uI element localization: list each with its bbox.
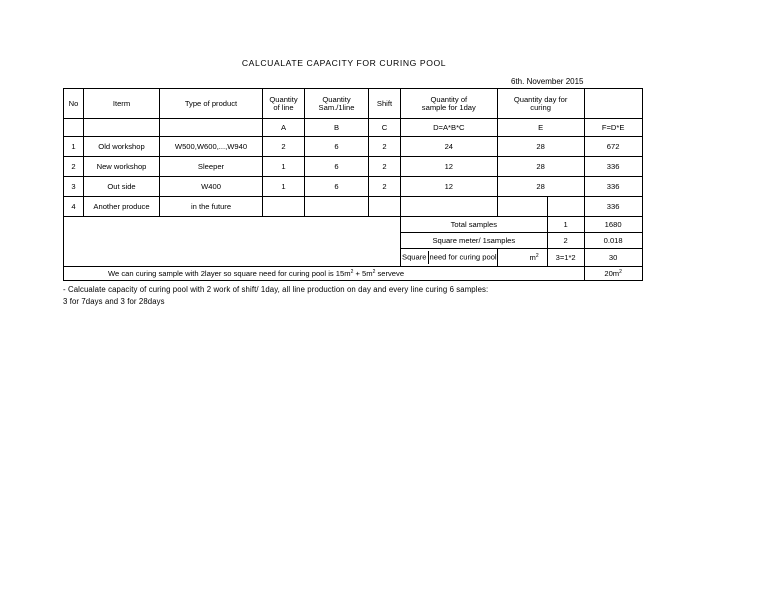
- row-e: 28: [497, 157, 584, 177]
- row-item: Another produce: [84, 197, 160, 217]
- summary-need-label-b: need for curing pool: [429, 252, 497, 262]
- header-qty-line-2: of line: [273, 102, 294, 112]
- formula-row: [64, 119, 643, 137]
- summary-total-value: 1680: [584, 217, 642, 233]
- note-line-2: 3 for 7days and 3 for 28days: [63, 297, 165, 306]
- summary-need-unit-sup: 2: [535, 252, 539, 259]
- row-type: in the future: [160, 197, 263, 217]
- final-sup-1: 2: [350, 268, 354, 275]
- row-c: 2: [369, 177, 401, 197]
- header-qty-day-2: curing: [530, 102, 551, 112]
- formula-d: D=A*B*C: [401, 119, 498, 137]
- formula-a: A: [263, 119, 305, 137]
- header-qty-line: [263, 89, 305, 119]
- table-row: [64, 197, 643, 217]
- note-line-1: - Calcualate capacity of curing pool with 2 work of shift/ 1day, all line production on day and every line curing 6 samples:: [63, 285, 489, 294]
- table-row: [64, 177, 643, 197]
- row-no: 2: [64, 157, 84, 177]
- summary-need-label-a: Square: [402, 252, 427, 262]
- row-b: 6: [305, 137, 369, 157]
- header-qty-sample-2: sample for 1day: [421, 102, 476, 112]
- summary-need-idx: 3=1*2: [547, 249, 584, 267]
- row-c: 2: [369, 137, 401, 157]
- row-f: 336: [584, 157, 642, 177]
- row-a: 1: [263, 177, 305, 197]
- row-item: Old workshop: [84, 137, 160, 157]
- summary-total-row: [64, 217, 643, 233]
- header-no: No: [64, 89, 84, 119]
- header-item: Iterm: [84, 89, 160, 119]
- header-qty-sam: [305, 89, 369, 119]
- header-shift: Shift: [369, 89, 401, 119]
- formula-c: C: [369, 119, 401, 137]
- header-type: Type of product: [160, 89, 263, 119]
- summary-need-value: 30: [584, 249, 642, 267]
- row-c: 2: [369, 157, 401, 177]
- row-d: 12: [401, 157, 498, 177]
- row-a: 2: [263, 137, 305, 157]
- page-title: CALCUALATE CAPACITY FOR CURING POOL: [241, 58, 447, 68]
- table-row: [64, 157, 643, 177]
- formula-f: F=D*E: [584, 119, 642, 137]
- final-text-main: We can curing sample with 2layer so square need for curing pool is 15m: [108, 268, 351, 278]
- final-value-sup: 2: [619, 268, 622, 275]
- formula-e: E: [497, 119, 584, 137]
- summary-need-unit-cell: [497, 249, 547, 267]
- header-qty-sample: [401, 89, 498, 119]
- final-text-end: serveve: [375, 268, 405, 278]
- header-qty-sam-2: Sam./1line: [318, 102, 355, 112]
- row-no: 1: [64, 137, 84, 157]
- row-type: W400: [160, 177, 263, 197]
- capacity-table: [63, 88, 643, 281]
- row-d: 24: [401, 137, 498, 157]
- final-sup-2: 2: [372, 268, 376, 275]
- table-row: [64, 137, 643, 157]
- header-qty-sample-1: Quantity of: [430, 94, 468, 104]
- summary-sqm-label: Square meter/ 1samples: [401, 233, 548, 249]
- summary-sqm-idx: 2: [547, 233, 584, 249]
- summary-sqm-value: 0.018: [584, 233, 642, 249]
- row-e: 28: [497, 177, 584, 197]
- final-text: [64, 267, 585, 281]
- summary-need-unit: m: [529, 252, 536, 262]
- row-f: 336: [584, 197, 642, 217]
- row-d: 12: [401, 177, 498, 197]
- header-qty-day: [497, 89, 584, 119]
- row-item: New workshop: [84, 157, 160, 177]
- summary-total-idx: 1: [547, 217, 584, 233]
- header-qty-sam-1: Quantity: [322, 94, 351, 104]
- row-f: 672: [584, 137, 642, 157]
- final-value: [584, 267, 642, 281]
- summary-need-label: [401, 249, 498, 267]
- header-qty-line-1: Quantity: [269, 94, 298, 104]
- row-item: Out side: [84, 177, 160, 197]
- row-b: 6: [305, 157, 369, 177]
- row-b: 6: [305, 177, 369, 197]
- document-date: 6th. November 2015: [511, 77, 584, 86]
- final-value-text: 20m: [604, 268, 620, 278]
- row-e: 28: [497, 137, 584, 157]
- header-row: [64, 89, 643, 119]
- header-qty-day-1: Quantity day for: [513, 94, 568, 104]
- row-type: Sleeper: [160, 157, 263, 177]
- row-no: 3: [64, 177, 84, 197]
- summary-total-label: Total samples: [401, 217, 548, 233]
- final-text-mid: + 5m: [353, 268, 373, 278]
- formula-b: B: [305, 119, 369, 137]
- final-row: [64, 267, 643, 281]
- row-a: 1: [263, 157, 305, 177]
- row-type: W500,W600,...,W940: [160, 137, 263, 157]
- row-f: 336: [584, 177, 642, 197]
- header-result: [584, 89, 642, 119]
- row-no: 4: [64, 197, 84, 217]
